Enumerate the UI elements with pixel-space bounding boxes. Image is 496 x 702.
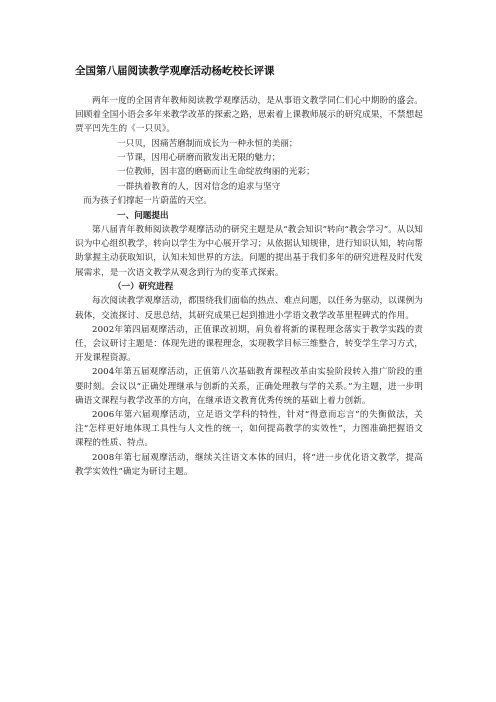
body-paragraph: 2008年第七届观摩活动，继续关注语文本体的回归，将“进一步优化语文教学，提高教学实效性”确定为研讨主题。: [75, 452, 423, 477]
intro-paragraph: 两年一度的全国青年教师阅读教学观摩活动，是从事语文教学同仁们心中期盼的盛会。回顾着全国小语会多年来教学改革的探索之路，思索着上课教师展示的研究成果，不禁想起贾平凹先生的《一只贝》。: [75, 96, 423, 135]
body-paragraph: 2006年第六届观摩活动，立足语文学科的特性，针对“得意而忘言”的失衡做法，关注“怎样更好地体现工具性与人文性的统一，如何提高教学的实效性”，力图准确把握语文课程的性质、特点。: [75, 410, 423, 449]
body-paragraph: 每次阅读教学观摩活动，都围绕我们面临的热点、难点问题，以任务为驱动，以课例为载体，交流探讨、反思总结，其研究成果已起到推进小学语文教学改革里程碑式的作用。: [75, 296, 423, 321]
body-paragraph: 2002年第四届观摩活动，正值课改初期，肩负着将新的课程理念落实于教学实践的责任，会议研讨主题是：体现先进的课程理念，实现教学目标三维整合，转变学生学习方式，开发课程资源。: [75, 324, 423, 364]
document-title: 全国第八届阅读教学观摩活动杨屹校长评课: [75, 65, 275, 77]
document-body: [75, 64, 423, 479]
poem-line: 一只贝，因痛苦磨制而成长为一种永恒的美丽；: [117, 138, 298, 149]
section-heading: 一、问题提出: [117, 210, 169, 221]
section-paragraph: 第八届青年教师阅读教学观摩活动的研究主题是从“教会知识”转向“教会学习”。从以知识为中心组织教学，转向以学生为中心展开学习；从依据认知规律，进行知识认知，转向帮助掌握主动获取知识，认知未知世界的方法。问题的提出基于我们多年的研究进程及时代发展需求，是一次语文教学从观念到行为的变革式探索。: [75, 225, 423, 278]
subsection-heading: （一）研究进程: [113, 281, 174, 292]
body-paragraph: 2004年第五届观摩活动，正值第八次基础教育课程改革由实验阶段转入推广阶段的重要时刻。会议以“正确处理继承与创新的关系，正确处理教与学的关系。”为主题，进一步明确语文课程与教学改革的方向，在继承语文教育优秀传统的基础上着力创新。: [75, 367, 423, 406]
poem-line: 一位教师，因丰富的磨砺而让生命绽放绚丽的光彩；: [117, 167, 315, 178]
poem-line: 一群执着教育的人，因对信念的追求与坚守: [117, 181, 281, 192]
poem-line: 而为孩子们撑起一片蔚蓝的天空。: [83, 196, 212, 207]
poem-line: 一节课，因用心研磨而散发出无限的魅力；: [117, 153, 281, 164]
